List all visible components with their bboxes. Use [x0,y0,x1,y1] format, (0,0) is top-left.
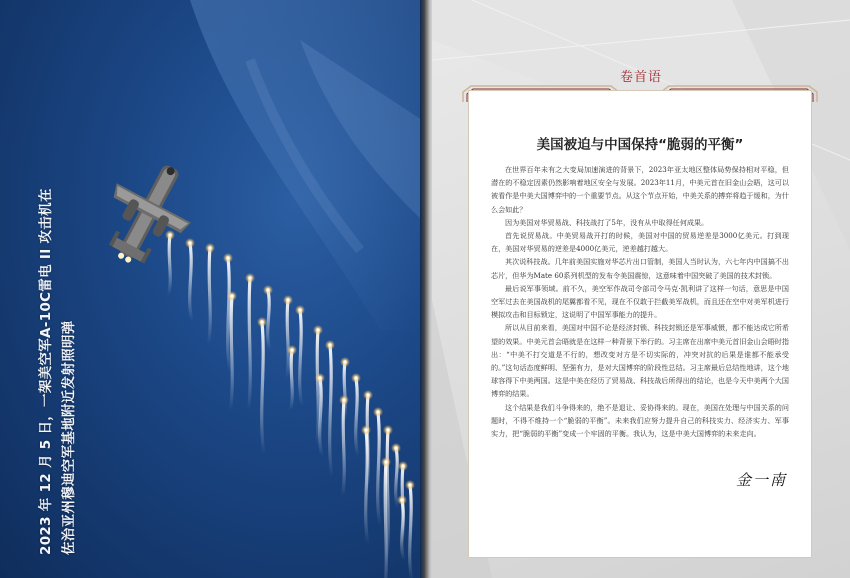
section-label: 卷首语 [619,70,662,85]
paragraph: 其次说科技战。几年前美国实施对华芯片出口管制，美国人当时认为，六七年内中国搞不出芯片，但华为Mate 60系列机型的发布令美国震惊，这意味着中国突破了美国的技术封锁。 [491,257,789,280]
flare-core [343,360,346,363]
flare-core [364,428,367,431]
flare-core [342,398,345,401]
flare-trail [356,378,358,456]
flare-trail [231,296,233,410]
flare-core [318,376,321,379]
photo-caption [6,0,76,578]
flare-trail [249,278,251,410]
paragraph: 在世界百年未有之大变局加速演进的背景下，2023年亚太地区整体局势保持相对平稳，但潜在的不稳定因素仍然影响着地区安全与发展。2023年11月，中美元首在旧金山会晤，这可以被看作是中美大国博弈中的一个重要节点。从这个节点开始，中美关系的搏弈将趋于缓和，为什么会如此？ [491,165,789,214]
flare-core [266,288,269,291]
flare-core [376,410,379,413]
article-card [468,90,812,558]
flare-core [260,320,263,323]
article-headline: 美国被迫与中国保持“脆弱的平衡” [536,137,744,153]
cover-photo [0,0,422,578]
flare-trail [366,430,368,544]
article-body [491,163,789,440]
flare-core [400,498,403,501]
flare-trail [268,290,270,350]
flare-trail [291,350,293,410]
flare-trail [190,243,192,321]
paragraph: 最后说军事领域。前不久，美空军作战司令部司令马克·凯利讲了这样一句话，意思是中国空军过去在美国战机的尾翼都看不见，现在不仅敢于拦截美军战机，而且还在空中对美军机进行模拟攻击和目标锁定，这说明了中国军事能力的提升。 [491,283,789,320]
flare-core [298,308,301,311]
flare-core [394,446,397,449]
paragraph: 首先说贸易战。中美贸易战开打的时候，美国对中国的贸易逆差是3000亿美元。打到现在，美国对华贸易的逆差是4000亿美元，逆差越打越大。 [491,231,789,254]
flare-core [354,376,357,379]
flare-core [208,246,211,249]
flare-core [401,464,404,467]
flare-trail [343,400,345,496]
flare-trail [287,300,289,378]
flare-trail [410,485,412,578]
flare-trail [385,462,387,578]
flare-core [168,233,171,236]
flare-core [230,294,233,297]
flare-trail [209,248,211,344]
flare-trail [228,258,230,372]
flare-trail [378,412,380,526]
flare-trail [300,310,302,406]
flare-core [188,241,191,244]
flare-core [384,460,387,463]
caption-line-2: 佐治亚州穆迪空军基地附近发射照明弹 [61,320,77,555]
author-signature: 金一南 [735,471,787,489]
flare-core [290,348,293,351]
flare-core [328,343,331,346]
flare-core [286,298,289,301]
flare-trail [330,345,332,477]
caption-line-1: 2023 年 12 月 5 日，一架美空军A-10C雷电 II 攻击机在 [38,188,54,555]
flare-trail [317,330,319,444]
flare-trail [169,235,171,295]
flare-trail [262,322,264,454]
flare-core [316,328,319,331]
flare-core [386,428,389,431]
paragraph: 因为美国对华贸易战、科技战打了5年，没有从中取得任何成果。 [505,217,709,227]
flare-core [226,256,229,259]
flare-core [248,276,251,279]
flare-trail [320,378,322,456]
paragraph: 这个结果是我们斗争得来的，绝不是退让、妥协得来的。现在，美国在处理与中国关系的问题时，不得不维持一个“脆弱的平衡”。未来我们应努力提升自己的科技实力、经济实力、军事实力，把“脆弱的平衡”变成一个牢固的平衡。我认为，这是中美大国博弈的未来走向。 [491,402,789,439]
paragraph: 所以从目前来看，美国对中国不论是经济封锁、科技封锁还是军事威慑，都不能达成它所希望的效果。中美元首会晤就是在这样一种背景下举行的。习主席在出席中美元首旧金山会晤时指出：“中美不打交道是不行的，想改变对方是不切实际的，冲突对抗的后果是谁都不能承受的。”这句话态度鲜明、坚强有力，是对大国博弈的阶段性总结。习主席最后总结性地讲，这个地球容得下中美两国。这是中美在经历了贸易战、科技战后所得出的结论，也是今天中美两个大国博弈的结果。 [491,323,790,399]
flare-trail [402,500,404,560]
editorial-page [432,0,850,578]
flare-core [366,393,369,396]
flare-core [408,483,411,486]
